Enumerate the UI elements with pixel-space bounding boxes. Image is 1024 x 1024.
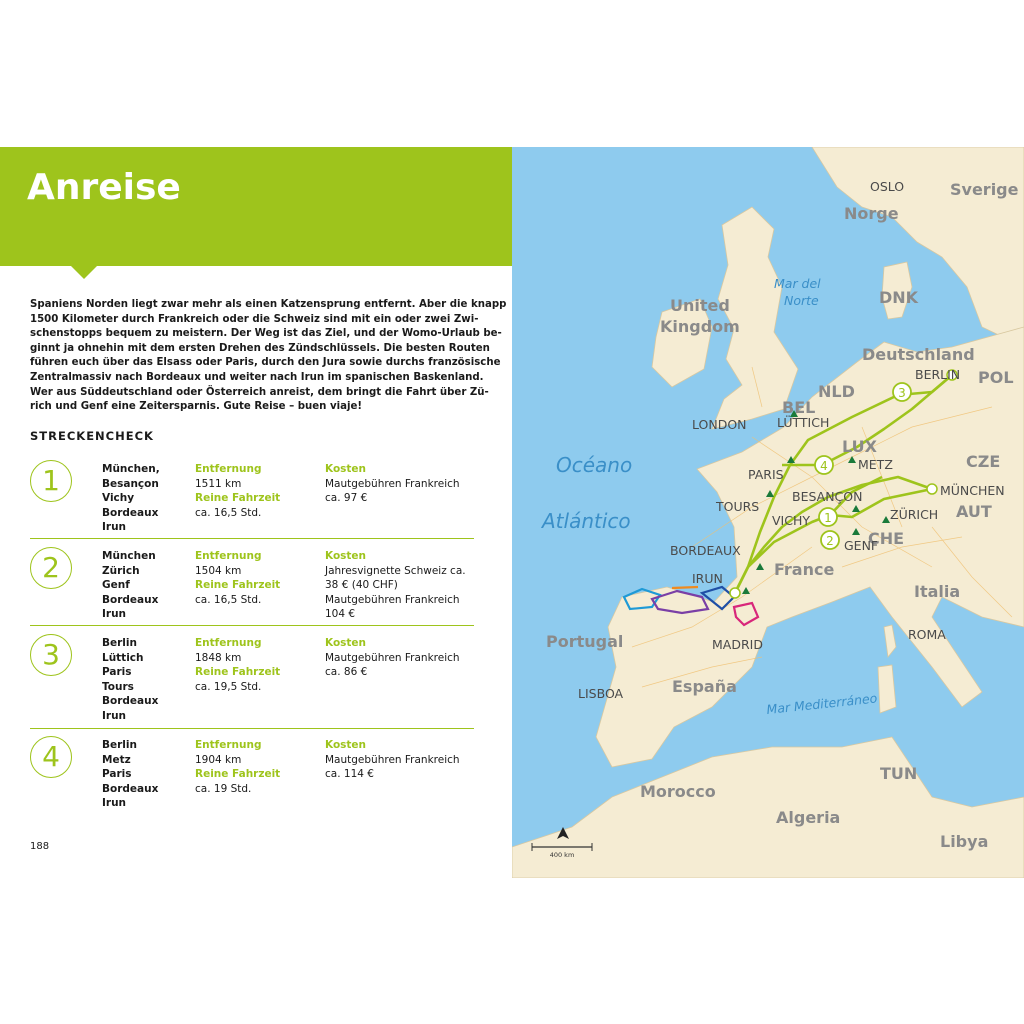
route-marker-2 bbox=[821, 531, 839, 549]
route-number-badge: 3 bbox=[30, 634, 72, 676]
cost-line: Mautgebühren Frankreich bbox=[325, 651, 460, 664]
route-costs bbox=[325, 738, 460, 782]
city-label: MÜNCHEN bbox=[940, 483, 1005, 498]
route-card-2 bbox=[30, 539, 474, 626]
country-label: United bbox=[670, 296, 730, 315]
cost-line: Mautgebühren Frankreich bbox=[325, 593, 460, 606]
route-number-badge: 4 bbox=[30, 736, 72, 778]
route-stop: Vichy bbox=[102, 492, 135, 505]
route-stop: Irun bbox=[102, 709, 127, 722]
intro-line: rich und Genf eine Zeitersparnis. Gute Reise – buen viaje! bbox=[30, 401, 363, 413]
route-stop: Irun bbox=[102, 797, 127, 810]
route-card-1 bbox=[30, 452, 474, 539]
time-label: Reine Fahrzeit bbox=[195, 768, 281, 781]
route-card-3 bbox=[30, 626, 474, 729]
section-heading: STRECKENCHECK bbox=[30, 429, 154, 443]
route-stop: Bordeaux bbox=[102, 593, 159, 606]
intro-line: Wer aus Süddeutschland oder Österreich anreist, dem bringt die Fahrt über Zü- bbox=[30, 386, 489, 398]
route-marker-label: 2 bbox=[826, 534, 834, 548]
route-stops bbox=[102, 738, 158, 811]
country-label: TUN bbox=[880, 764, 918, 783]
route-distance-time bbox=[195, 462, 280, 520]
cost-line: ca. 97 € bbox=[325, 492, 368, 505]
country-label: Italia bbox=[914, 582, 961, 601]
sea-label: Mar Mediterráneo bbox=[765, 690, 878, 717]
page-number: 188 bbox=[30, 841, 50, 852]
city-label: LONDON bbox=[692, 417, 747, 432]
distance-label: Entfernung bbox=[195, 463, 262, 475]
city-label: BERLIN bbox=[915, 367, 961, 382]
city-label: ZÜRICH bbox=[890, 507, 939, 522]
route-number-badge: 2 bbox=[30, 547, 72, 589]
left-page bbox=[0, 147, 512, 878]
route-stop: Bordeaux bbox=[102, 695, 159, 708]
page-title: Anreise bbox=[27, 167, 181, 208]
time-label: Reine Fahrzeit bbox=[195, 666, 281, 679]
distance-value: 1848 km bbox=[195, 651, 242, 664]
cost-line: Mautgebühren Frankreich bbox=[325, 753, 460, 766]
country-label: España bbox=[672, 677, 737, 696]
route-stop: Berlin bbox=[102, 739, 137, 751]
route-marker-label: 1 bbox=[824, 511, 832, 525]
intro-line: 1500 Kilometer durch Frankreich oder die Schweiz sind mit ein oder zwei Zwi- bbox=[30, 313, 479, 325]
country-label: POL bbox=[978, 368, 1014, 387]
route-costs bbox=[325, 462, 460, 506]
country-label: CZE bbox=[966, 452, 1001, 471]
time-value: ca. 16,5 Std. bbox=[195, 593, 262, 606]
country-label: BEL bbox=[782, 398, 816, 417]
route-stop: Besançon bbox=[102, 477, 159, 490]
city-label: VICHY bbox=[772, 513, 811, 528]
intro-line: Spaniens Norden liegt zwar mehr als einen Katzensprung entfernt. Aber die knapp bbox=[30, 299, 507, 310]
cost-label: Kosten bbox=[325, 550, 367, 562]
sea-label: Mar del bbox=[774, 276, 821, 291]
city-label: LÜTTICH bbox=[777, 415, 830, 430]
route-stop: Bordeaux bbox=[102, 782, 159, 795]
time-label: Reine Fahrzeit bbox=[195, 492, 281, 505]
distance-label: Entfernung bbox=[195, 739, 262, 751]
city-label: GENF bbox=[844, 538, 879, 553]
intro-line: Zentralmassiv nach Bordeaux und weiter nach Irun im spanischen Baskenland. bbox=[30, 371, 484, 383]
route-marker-label: 4 bbox=[820, 459, 828, 473]
cost-label: Kosten bbox=[325, 637, 367, 649]
route-number-badge: 1 bbox=[30, 460, 72, 502]
country-label: NLD bbox=[818, 382, 855, 401]
cost-label: Kosten bbox=[325, 739, 367, 751]
city-label: IRUN bbox=[692, 571, 723, 586]
route-stops bbox=[102, 549, 158, 622]
time-value: ca. 19 Std. bbox=[195, 782, 252, 795]
time-value: ca. 19,5 Std. bbox=[195, 680, 262, 693]
country-label: Deutschland bbox=[862, 345, 975, 364]
sea-label: Norte bbox=[784, 293, 819, 308]
sea-label: Océano bbox=[556, 453, 633, 477]
route-costs bbox=[325, 549, 466, 622]
route-marker-label: 3 bbox=[898, 386, 906, 400]
country-label: Libya bbox=[940, 832, 989, 851]
route-distance-time bbox=[195, 549, 280, 607]
route-stop: München bbox=[102, 550, 156, 562]
route-stop: Metz bbox=[102, 753, 131, 766]
city-label: BORDEAUX bbox=[670, 543, 741, 558]
route-stop: Paris bbox=[102, 768, 132, 781]
country-label: LUX bbox=[842, 437, 877, 456]
cost-line: ca. 114 € bbox=[325, 768, 374, 781]
city-label: LISBOA bbox=[578, 686, 624, 701]
europe-route-map bbox=[512, 147, 1024, 878]
country-label: Morocco bbox=[640, 782, 716, 801]
map-canvas bbox=[512, 147, 1024, 878]
route-stop: München, bbox=[102, 463, 160, 475]
cost-line: 38 € (40 CHF) bbox=[325, 579, 398, 592]
route-stops bbox=[102, 636, 158, 724]
route-stop: Tours bbox=[102, 680, 134, 693]
route-stop: Irun bbox=[102, 608, 127, 621]
route-stop: Zürich bbox=[102, 564, 140, 577]
country-label: Norge bbox=[844, 204, 899, 223]
route-stop: Paris bbox=[102, 666, 132, 679]
intro-paragraph bbox=[30, 298, 507, 415]
route-marker-4 bbox=[815, 456, 833, 474]
intro-line: ginnt ja ohnehin mit dem ersten Drehen des Zündschlüssels. Die besten Routen bbox=[30, 342, 490, 354]
route-stops bbox=[102, 462, 160, 535]
country-label: Algeria bbox=[776, 808, 841, 827]
country-label: Sverige bbox=[950, 180, 1019, 199]
intro-line: schenstopps bequem zu meistern. Der Weg ist das Ziel, und der Womo-Urlaub be- bbox=[30, 328, 502, 340]
city-label: PARIS bbox=[748, 467, 784, 482]
sea-label: Atlántico bbox=[542, 509, 631, 533]
cost-line: 104 € bbox=[325, 608, 356, 621]
distance-value: 1504 km bbox=[195, 564, 242, 577]
route-stop: Bordeaux bbox=[102, 506, 159, 519]
city-label: ROMA bbox=[908, 627, 946, 642]
cost-line: Mautgebühren Frankreich bbox=[325, 477, 460, 490]
route-stop: Berlin bbox=[102, 637, 137, 649]
distance-label: Entfernung bbox=[195, 637, 262, 649]
city-label: MADRID bbox=[712, 637, 763, 652]
distance-value: 1511 km bbox=[195, 477, 242, 490]
title-banner bbox=[0, 147, 512, 266]
banner-notch bbox=[71, 266, 97, 279]
time-value: ca. 16,5 Std. bbox=[195, 506, 262, 519]
country-label: CHE bbox=[868, 529, 905, 548]
route-marker-3 bbox=[893, 383, 911, 401]
country-label: DNK bbox=[879, 288, 919, 307]
route-card-4 bbox=[30, 728, 474, 814]
cost-line: ca. 86 € bbox=[325, 666, 368, 679]
city-label: OSLO bbox=[870, 179, 905, 194]
city-label: TOURS bbox=[716, 499, 760, 514]
route-stop: Genf bbox=[102, 579, 130, 592]
time-label: Reine Fahrzeit bbox=[195, 579, 281, 592]
cost-label: Kosten bbox=[325, 463, 367, 475]
city-label: METZ bbox=[858, 457, 893, 472]
route-stop: Irun bbox=[102, 521, 127, 534]
country-label: France bbox=[774, 560, 835, 579]
route-marker-1 bbox=[819, 508, 837, 526]
intro-line: führen euch über das Elsass oder Paris, durch den Jura sowie durchs französische bbox=[30, 357, 501, 369]
city-label: BESANÇON bbox=[792, 489, 863, 504]
cost-line: Jahresvignette Schweiz ca. bbox=[325, 564, 466, 577]
route-distance-time bbox=[195, 738, 280, 796]
route-costs bbox=[325, 636, 460, 680]
country-label: AUT bbox=[956, 502, 992, 521]
route-distance-time bbox=[195, 636, 280, 694]
distance-label: Entfernung bbox=[195, 550, 262, 562]
route-stop: Lüttich bbox=[102, 651, 144, 664]
distance-value: 1904 km bbox=[195, 753, 242, 766]
scale-label: 400 km bbox=[549, 851, 575, 859]
country-label: Portugal bbox=[546, 632, 624, 651]
country-label: Kingdom bbox=[660, 317, 740, 336]
